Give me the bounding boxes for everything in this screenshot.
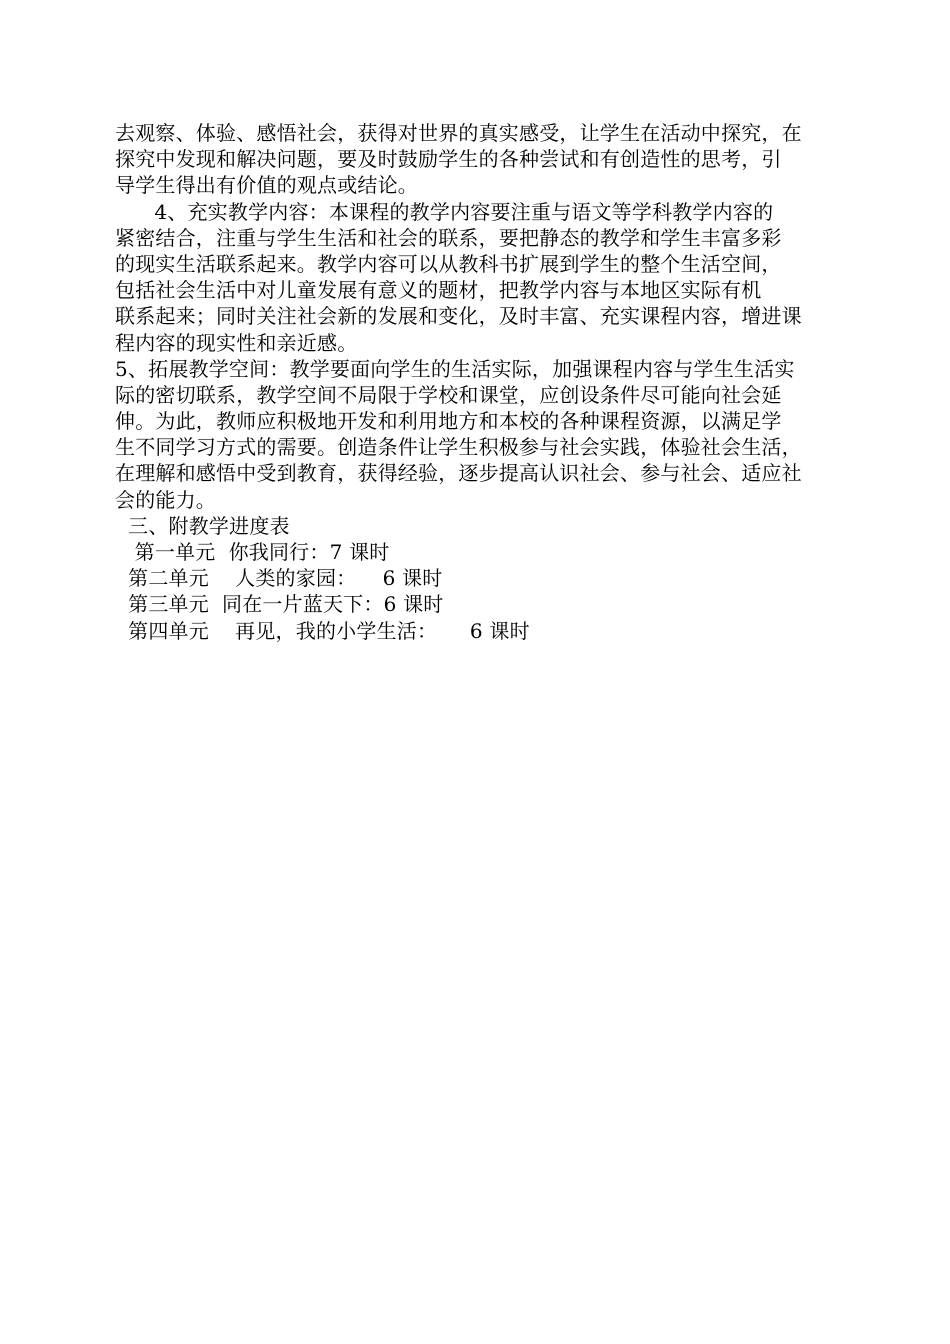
schedule-item: 第四单元 再见，我的小学生活： 6 课时 bbox=[115, 618, 530, 643]
section-heading: 三、附教学进度表 bbox=[115, 513, 290, 538]
text-line: 导学生得出有价值的观点或结论。 bbox=[115, 173, 418, 198]
text-line: 4、充实教学内容：本课程的教学内容要注重与语文等学科教学内容的 bbox=[115, 199, 774, 224]
text-line: 会的能力。 bbox=[115, 487, 216, 512]
text-line: 在理解和感悟中受到教育，获得经验，逐步提高认识社会、参与社会、适应社 bbox=[115, 461, 802, 486]
text-line: 紧密结合，注重与学生生活和社会的联系，要把静态的教学和学生丰富多彩 bbox=[115, 225, 782, 250]
paragraph-5 bbox=[115, 356, 840, 513]
text-line: 5、拓展教学空间：教学要面向学生的生活实际，加强课程内容与学生生活实 bbox=[115, 356, 795, 381]
schedule-item: 第一单元 你我同行：7 课时 bbox=[115, 540, 390, 564]
text-line: 际的密切联系，教学空间不局限于学校和课堂，应创设条件尽可能向社会延 bbox=[115, 382, 782, 407]
text-line: 生不同学习方式的需要。创造条件让学生积极参与社会实践，体验社会生活， bbox=[115, 435, 802, 460]
text-line: 程内容的现实性和亲近感。 bbox=[115, 330, 358, 355]
text-line: 包括社会生活中对儿童发展有意义的题材，把教学内容与本地区实际有机 bbox=[115, 278, 762, 303]
text-line: 伸。为此，教师应积极地开发和利用地方和本校的各种课程资源，以满足学 bbox=[115, 409, 782, 434]
schedule-item: 第二单元 人类的家园： 6 课时 bbox=[115, 566, 443, 591]
schedule-item: 第三单元 同在一片蓝天下：6 课时 bbox=[115, 592, 444, 617]
text-line: 联系起来；同时关注社会新的发展和变化，及时丰富、充实课程内容，增进课 bbox=[115, 304, 802, 329]
paragraph-4 bbox=[115, 199, 840, 356]
text-line: 的现实生活联系起来。教学内容可以从教科书扩展到学生的整个生活空间， bbox=[115, 251, 782, 276]
schedule-list bbox=[115, 539, 840, 644]
text-line: 探究中发现和解决问题，要及时鼓励学生的各种尝试和有创造性的思考，引 bbox=[115, 147, 782, 172]
document-page bbox=[115, 120, 840, 644]
text-line: 去观察、体验、感悟社会，获得对世界的真实感受，让学生在活动中探究，在 bbox=[115, 121, 802, 145]
paragraph-continued bbox=[115, 120, 840, 199]
